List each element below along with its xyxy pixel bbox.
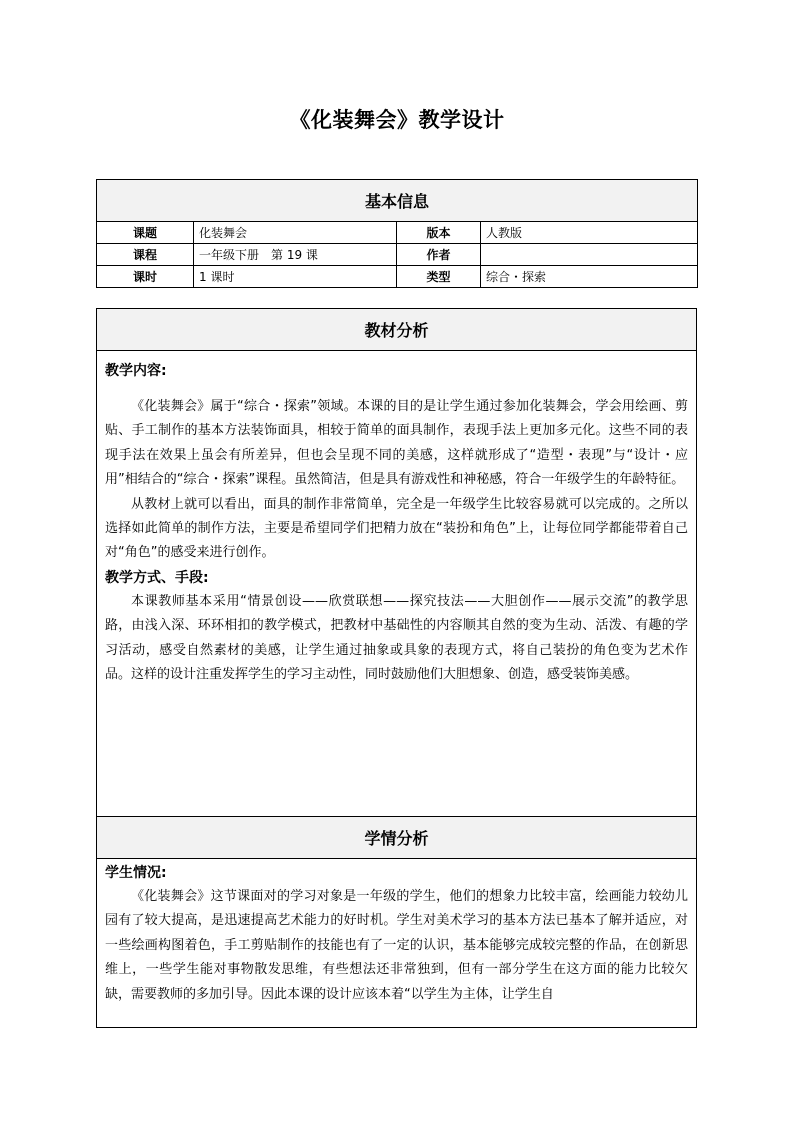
table-row bbox=[97, 222, 698, 244]
label-type: 类型 bbox=[397, 266, 481, 288]
material-analysis-header: 教材分析 bbox=[97, 309, 697, 351]
student-analysis-body bbox=[97, 859, 697, 1028]
label-topic: 课题 bbox=[97, 222, 194, 244]
table-row bbox=[97, 244, 698, 266]
value-edition: 人教版 bbox=[481, 222, 698, 244]
value-hours: 1 课时 bbox=[194, 266, 397, 288]
value-type: 综合・探索 bbox=[481, 266, 698, 288]
label-course: 课程 bbox=[97, 244, 194, 266]
basic-info-header: 基本信息 bbox=[97, 180, 698, 222]
label-author: 作者 bbox=[397, 244, 481, 266]
method-paragraph-1: 本课教师基本采用“情景创设——欣赏联想——探究技法——大胆创作——展示交流”的教学思路，由浅入深、环环相扣的教学模式，把教材中基础性的内容顺其自然的变为生动、活泼、有趣的学习活动，感受自然素材的美感，让学生通过抽象或具象的表现方式，将自己装扮的角色变为艺术作品。这样的设计注重发挥学生的学习主动性，同时鼓励他们大胆想象、创造，感受装饰美感。 bbox=[105, 593, 688, 683]
value-author bbox=[481, 244, 698, 266]
content-heading: 教学内容: bbox=[105, 363, 167, 379]
method-heading: 教学方式、手段: bbox=[105, 569, 209, 586]
content-paragraph-2: 从教材上就可以看出，面具的制作非常简单，完全是一年级学生比较容易就可以完成的。之所以选择如此简单的制作方法，主要是希望同学们把精力放在“装扮和角色”上，让每位同学都能带着自己对“角色”的感受来进行创作。 bbox=[105, 496, 688, 561]
label-hours: 课时 bbox=[97, 266, 194, 288]
value-course: 一年级下册 第 19 课 bbox=[194, 244, 397, 266]
table-row bbox=[97, 266, 698, 288]
student-paragraph-1: 《化装舞会》这节课面对的学习对象是一年级的学生，他们的想象力比较丰富，绘画能力较幼儿园有了较大提高，是迅速提高艺术能力的好时机。学生对美术学习的基本方法已基本了解并适应，对一些绘画构图着色，手工剪贴制作的技能也有了一定的认识，基本能够完成较完整的作品，在创新思维上，一些学生能对事物散发思维，有些想法还非常独到，但有一部分学生在这方面的能力比较欠缺，需要教师的多加引导。因此本课的设计应该本着“以学生为主体，让学生自 bbox=[105, 889, 688, 1002]
material-analysis-body bbox=[97, 351, 697, 817]
content-paragraph-1: 《化装舞会》属于“综合・探索”领域。本课的目的是让学生通过参加化装舞会，学会用绘画、剪贴、手工制作的基本方法装饰面具，相较于简单的面具制作，表现手法上更加多元化。这些不同的表现手法在效果上虽会有所差异，但也会呈现不同的美感，这样就形成了“造型・表现”与“设计・应用”相结合的“综合・探索”课程。虽然简洁，但是具有游戏性和神秘感，符合一年级学生的年龄特征。 bbox=[105, 399, 688, 488]
basic-info-table bbox=[96, 179, 698, 288]
document-title: 《化装舞会》教学设计 bbox=[289, 108, 505, 132]
value-topic: 化装舞会 bbox=[194, 222, 397, 244]
label-edition: 版本 bbox=[397, 222, 481, 244]
student-analysis-header: 学情分析 bbox=[97, 817, 697, 859]
analysis-table bbox=[96, 308, 697, 1028]
student-heading: 学生情况: bbox=[105, 865, 167, 881]
